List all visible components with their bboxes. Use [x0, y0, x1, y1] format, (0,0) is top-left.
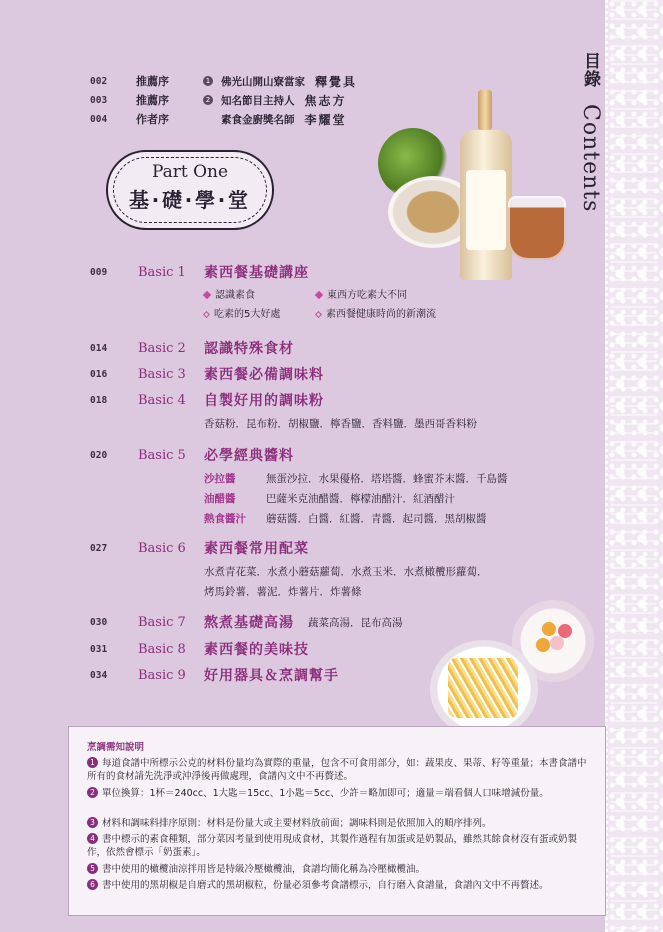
topic-item: 東西方吃素大不同	[316, 286, 407, 301]
basic-6-sub: 水煮青花菜．水煮小蘑菇蘿蔔．水煮玉米．水煮橄欖形蘿蔔．	[204, 566, 488, 578]
toc-row-basic-2[interactable]: 014 Basic 2 認識特殊食材	[90, 340, 294, 357]
basic-4-sub: 香菇粉．昆布粉．胡椒鹽．檸香鹽．香料鹽．墨西哥香料粉	[204, 418, 477, 430]
diamond-outline-icon	[315, 310, 322, 317]
diamond-outline-icon	[203, 310, 210, 317]
diamond-icon	[203, 291, 211, 299]
preface-row[interactable]: 004 作者序 素食金廚獎名師 李耀堂	[90, 112, 347, 127]
tea-cup-photo	[508, 196, 566, 260]
basic-6-sub: 烤馬鈴薯．薯泥．炸薯片．炸薯條	[204, 586, 362, 598]
toc-row-basic-3[interactable]: 016 Basic 3 素西餐必備調味料	[90, 366, 324, 383]
toc-row-basic-7[interactable]: 030 Basic 7 熬煮基礎高湯 蔬菜高湯．昆布高湯	[90, 614, 403, 631]
topic-item: 吃素的5大好處	[204, 305, 280, 320]
cooking-notes-box	[68, 726, 606, 916]
toc-row-basic-4[interactable]: 018 Basic 4 自製好用的調味粉	[90, 392, 324, 409]
vinegar-bottle-photo	[460, 90, 512, 280]
notes-heading: 烹調需知說明	[87, 742, 145, 753]
sauce-row: 沙拉醬 無蛋沙拉．水果優格．塔塔醬．蜂蜜芥末醬．千島醬	[204, 473, 508, 485]
part-one-badge: Part One 基‧礎‧學‧堂	[106, 150, 274, 230]
french-fries-photo	[430, 640, 538, 738]
note-item: 4 書中標示的素食種類，部分菜因考量到使用現成食材，其製作過程有加蛋或是奶製品，雖然其餘食材沒有蛋或奶製作，依然會標示「奶蛋素」。	[87, 834, 578, 858]
toc-row-basic-1[interactable]: 009 Basic 1 素西餐基礎講座	[90, 264, 309, 281]
note-item: 1 每道食譜中所標示公克的材料份量均為實際的重量，包含不可食用部分，如：蔬果皮、果蒂、籽等重量；本書食譜中所有的食材請先洗淨或沖淨後再做處理，食譜內文中不再贅述。	[87, 758, 587, 782]
sauce-row: 油醋醬 巴薩米克油醋醬．檸檬油醋汁．紅酒醋汁	[204, 493, 455, 505]
sauce-row: 熱食醬汁 蘑菇醬．白醬．紅醬．青醬．起司醬．黑胡椒醬	[204, 513, 487, 525]
preface-row[interactable]: 002 推薦序 1 佛光山開山寮當家 釋覺具	[90, 74, 358, 89]
toc-row-basic-9[interactable]: 034 Basic 9 好用器具＆烹調幫手	[90, 667, 339, 684]
contents-heading: 目錄 Contents	[578, 52, 603, 213]
note-item: 6 書中使用的黑胡椒是自磨式的黑胡椒粒，份量必須參考食譜標示，自行磨入食譜量，食譜內文中不再贅述。	[87, 879, 595, 892]
note-item: 2 單位換算：1杯＝240cc、1大匙＝15cc、1小匙＝5cc、少許＝略加即可；適量＝端看個人口味增減份量。	[87, 787, 595, 800]
toc-row-basic-8[interactable]: 031 Basic 8 素西餐的美味技	[90, 641, 309, 658]
note-item: 3 材料和調味料排序原則：材料是份量大或主要材料放前面；調味料則是依照加入的順序排列。	[87, 817, 595, 830]
preface-row[interactable]: 003 推薦序 2 知名節目主持人 焦志方	[90, 93, 347, 108]
lace-border	[605, 0, 663, 932]
toc-row-basic-6[interactable]: 027 Basic 6 素西餐常用配菜	[90, 540, 309, 557]
topic-item: 素西餐健康時尚的新潮流	[316, 305, 436, 320]
diamond-icon	[315, 291, 323, 299]
note-item: 5 書中使用的橄欖油涼拌用皆是特級冷壓橄欖油，食譜均簡化稱為冷壓橄欖油。	[87, 863, 595, 876]
topic-item: 認識素食	[204, 286, 255, 301]
toc-row-basic-5[interactable]: 020 Basic 5 必學經典醬料	[90, 447, 294, 464]
